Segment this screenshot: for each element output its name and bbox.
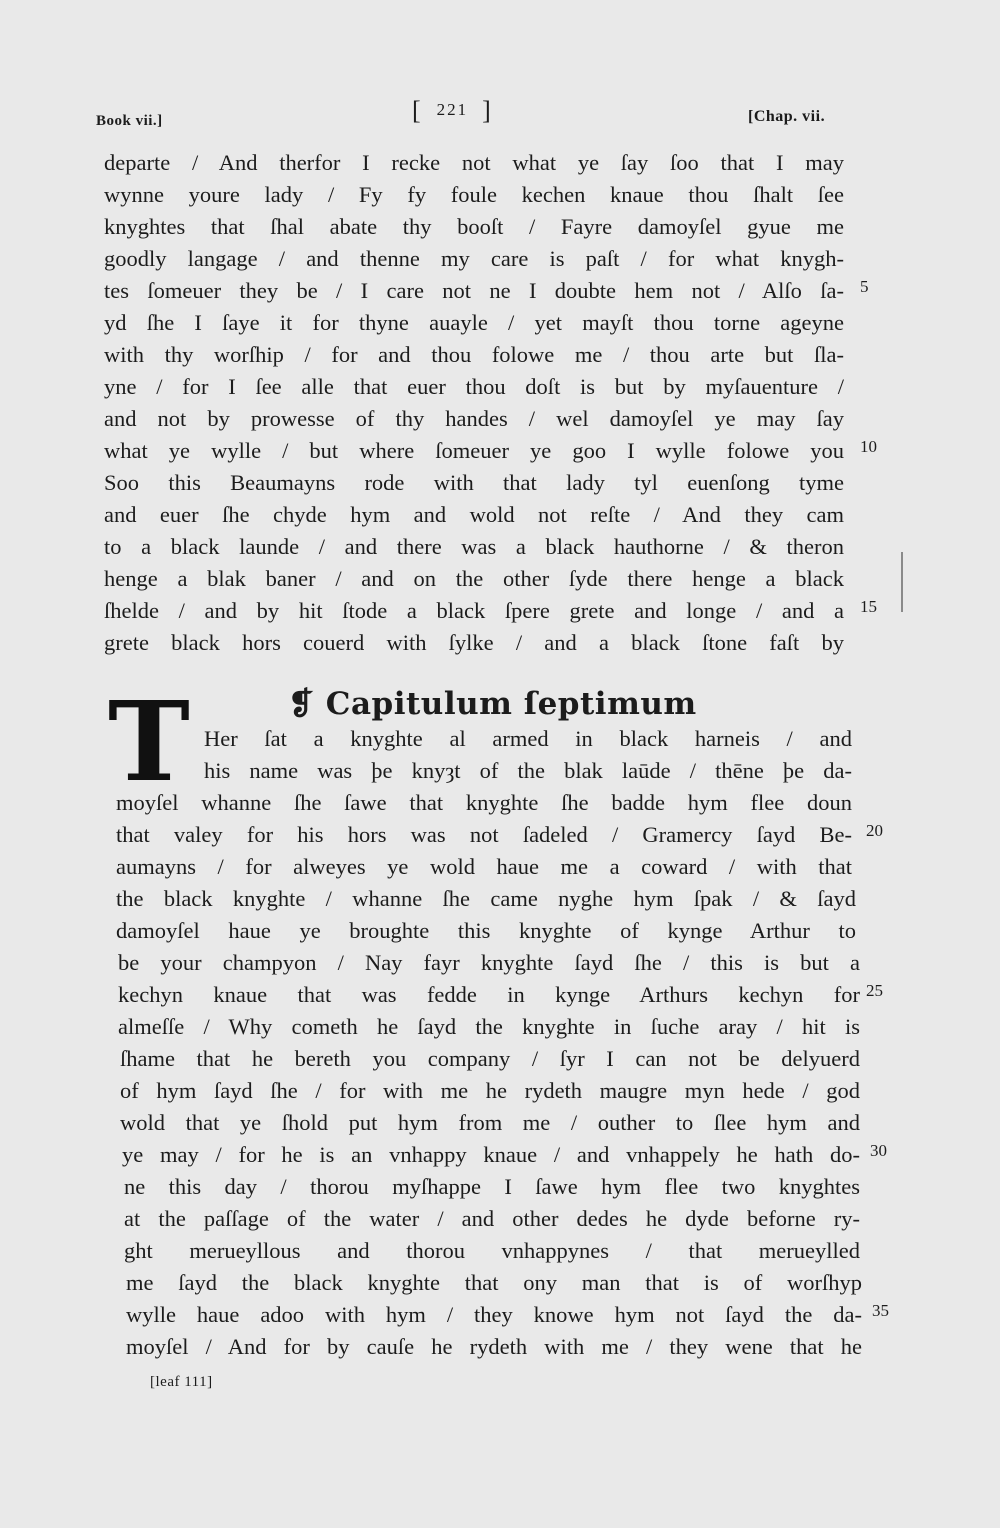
text-line: wynne youre lady / Fy fy foule kechen knaue thou ſhalt ſee xyxy=(104,182,844,207)
line-number: 15 xyxy=(860,597,877,616)
text-line: Soo this Beaumayns rode with that lady tyl euenſong tyme xyxy=(104,470,844,495)
text-line: almeſſe / Why cometh he ſayd the knyghte in ſuche aray / hit is xyxy=(118,1014,860,1039)
text-line: aumayns / for alweyes ye wold haue me a coward / with that xyxy=(116,854,852,879)
text-line: his name was þe knyȝt of the blak laūde / thēne þe da- xyxy=(204,758,852,783)
line-number: 30 xyxy=(870,1141,887,1160)
text-line: that valey for his hors was not ſadeled / Gramercy ſayd Be- xyxy=(116,822,852,847)
page-number-header xyxy=(412,96,493,126)
text-line: ne this day / thorou myſhappe I ſawe hym flee two knyghtes xyxy=(124,1174,860,1199)
line-number: 25 xyxy=(866,981,883,1000)
text-line: ght merueyllous and thorou vnhappynes / that merueylled xyxy=(124,1238,860,1263)
leaf-signature: [leaf 111] xyxy=(150,1374,213,1390)
text-line: ſhelde / and by hit ſtode a black ſpere grete and longe / and a xyxy=(104,598,844,623)
text-line: and euer ſhe chyde hym and wold not reſte / And they cam xyxy=(104,502,844,527)
text-line: the black knyghte / whanne ſhe came nyghe hym ſpak / & ſayd xyxy=(116,886,856,911)
line-number: 5 xyxy=(860,277,869,296)
text-line: and not by prowesse of thy handes / wel damoyſel ye may ſay xyxy=(104,406,844,431)
text-line: wold that ye ſhold put hym from me / outher to ſlee hym and xyxy=(120,1110,860,1135)
text-line: departe / And therfor I recke not what ye ſay ſoo that I may xyxy=(104,150,844,175)
text-line: ſhame that he bereth you company / ſyr I can not be delyuerd xyxy=(120,1046,860,1071)
text-line: me ſayd the black knyghte that ony man that is of worſhyp xyxy=(126,1270,862,1295)
text-line: yne / for I ſee alle that euer thou doſt is but by myſauenture / xyxy=(104,374,844,399)
line-number: 20 xyxy=(866,821,883,840)
text-line: to a black launde / and there was a black hauthorne / & theron xyxy=(104,534,844,559)
text-line: yd ſhe I ſaye it for thyne auayle / yet mayſt thou torne ageyne xyxy=(104,310,844,335)
text-line: what ye wylle / but where ſomeuer ye goo I wylle folowe you xyxy=(104,438,844,463)
text-line: henge a blak baner / and on the other ſyde there henge a black xyxy=(104,566,844,591)
text-line: kechyn knaue that was fedde in kynge Arthurs kechyn for xyxy=(118,982,860,1007)
drop-cap: T xyxy=(108,677,190,806)
bracket-open: [ xyxy=(412,96,423,125)
line-number: 35 xyxy=(872,1301,889,1320)
text-line: damoyſel haue ye broughte this knyghte of kynge Arthur to xyxy=(116,918,856,943)
text-line: grete black hors couerd with ſylke / and a black ſtone faſt by xyxy=(104,630,844,655)
text-line: Her ſat a knyghte al armed in black harneis / and xyxy=(204,726,852,751)
chapter-title: ❡ Capitulum ſeptimum xyxy=(288,686,697,722)
text-line: be your champyon / Nay fayr knyghte ſayd ſhe / this is but a xyxy=(118,950,860,975)
bracket-close: ] xyxy=(482,96,493,125)
text-line: ye may / for he is an vnhappy knaue / and vnhappely he hath do- xyxy=(122,1142,860,1167)
running-head-book: Book vii.] xyxy=(96,113,163,129)
text-line: at the paſſage of the water / and other dedes he dyde beforne ry- xyxy=(124,1206,860,1231)
running-head-chapter: [Chap. vii. xyxy=(748,108,826,125)
line-number: 10 xyxy=(860,437,877,456)
text-line: goodly langage / and thenne my care is paſt / for what knygh- xyxy=(104,246,844,271)
text-line: knyghtes that ſhal abate thy booſt / Fayre damoyſel gyue me xyxy=(104,214,844,239)
text-line: moyſel whanne ſhe ſawe that knyghte ſhe badde hym flee doun xyxy=(116,790,852,815)
text-line: of hym ſayd ſhe / for with me he rydeth maugre myn hede / god xyxy=(120,1078,860,1103)
text-line: with thy worſhip / for and thou folowe me / thou arte but ſla- xyxy=(104,342,844,367)
page-number: 221 xyxy=(436,100,469,119)
text-line: moyſel / And for by cauſe he rydeth with me / they wene that he xyxy=(126,1334,862,1359)
text-line: wylle haue adoo with hym / they knowe hym not ſayd the da- xyxy=(126,1302,862,1327)
margin-mark xyxy=(901,552,903,612)
text-line: tes ſomeuer they be / I care not ne I doubte hem not / Alſo ſa- xyxy=(104,278,844,303)
